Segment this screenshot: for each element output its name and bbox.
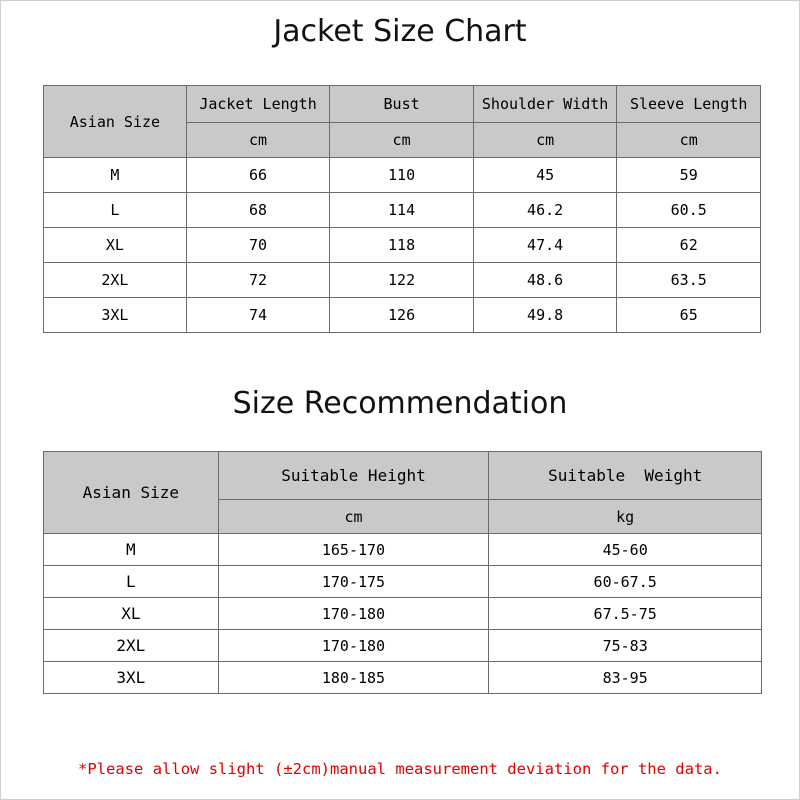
value-cell: 60-67.5 [489, 566, 762, 598]
size-cell: M [44, 534, 219, 566]
size-cell: 3XL [44, 298, 187, 333]
table-row [44, 630, 762, 662]
value-cell: 49.8 [473, 298, 617, 333]
value-cell: 65 [617, 298, 761, 333]
recommendation-table [43, 451, 762, 694]
value-cell: 75-83 [489, 630, 762, 662]
size-cell: XL [44, 228, 187, 263]
value-cell: 72 [186, 263, 330, 298]
recommendation-row-header: Asian Size [44, 452, 219, 534]
size-cell: L [44, 566, 219, 598]
column-header-jacket-length: Jacket Length [186, 86, 330, 123]
column-header-shoulder-width: Shoulder Width [473, 86, 617, 123]
value-cell: 66 [186, 158, 330, 193]
size-cell: 2XL [44, 630, 219, 662]
value-cell: 70 [186, 228, 330, 263]
recommendation-header-row [44, 452, 762, 500]
unit-cell: cm [617, 123, 761, 158]
size-chart-row-header: Asian Size [44, 86, 187, 158]
table-row [44, 534, 762, 566]
size-chart-title: Jacket Size Chart [273, 14, 527, 49]
value-cell: 114 [330, 193, 474, 228]
size-cell: XL [44, 598, 219, 630]
column-header-sleeve-length: Sleeve Length [617, 86, 761, 123]
size-cell: 3XL [44, 662, 219, 694]
value-cell: 122 [330, 263, 474, 298]
value-cell: 67.5-75 [489, 598, 762, 630]
unit-cell: cm [330, 123, 474, 158]
column-header-suitable-height: Suitable Height [218, 452, 489, 500]
table-row [44, 298, 761, 333]
value-cell: 62 [617, 228, 761, 263]
value-cell: 118 [330, 228, 474, 263]
value-cell: 170-180 [218, 598, 489, 630]
value-cell: 170-175 [218, 566, 489, 598]
unit-cell: kg [489, 500, 762, 534]
table-row [44, 158, 761, 193]
column-header-bust: Bust [330, 86, 474, 123]
size-cell: M [44, 158, 187, 193]
value-cell: 60.5 [617, 193, 761, 228]
value-cell: 68 [186, 193, 330, 228]
value-cell: 110 [330, 158, 474, 193]
size-chart-table [43, 85, 761, 333]
value-cell: 170-180 [218, 630, 489, 662]
value-cell: 47.4 [473, 228, 617, 263]
value-cell: 59 [617, 158, 761, 193]
value-cell: 74 [186, 298, 330, 333]
value-cell: 63.5 [617, 263, 761, 298]
table-row [44, 598, 762, 630]
size-cell: 2XL [44, 263, 187, 298]
table-row [44, 228, 761, 263]
unit-cell: cm [186, 123, 330, 158]
column-header-suitable-weight: Suitable Weight [489, 452, 762, 500]
table-row [44, 566, 762, 598]
unit-cell: cm [218, 500, 489, 534]
value-cell: 83-95 [489, 662, 762, 694]
measurement-note: *Please allow slight (±2cm)manual measurement deviation for the data. [78, 760, 722, 778]
value-cell: 180-185 [218, 662, 489, 694]
recommendation-title: Size Recommendation [232, 386, 568, 421]
table-row [44, 193, 761, 228]
value-cell: 48.6 [473, 263, 617, 298]
table-row [44, 263, 761, 298]
value-cell: 165-170 [218, 534, 489, 566]
value-cell: 126 [330, 298, 474, 333]
table-row [44, 662, 762, 694]
value-cell: 46.2 [473, 193, 617, 228]
value-cell: 45-60 [489, 534, 762, 566]
size-chart-header-row [44, 86, 761, 123]
unit-cell: cm [473, 123, 617, 158]
value-cell: 45 [473, 158, 617, 193]
size-cell: L [44, 193, 187, 228]
